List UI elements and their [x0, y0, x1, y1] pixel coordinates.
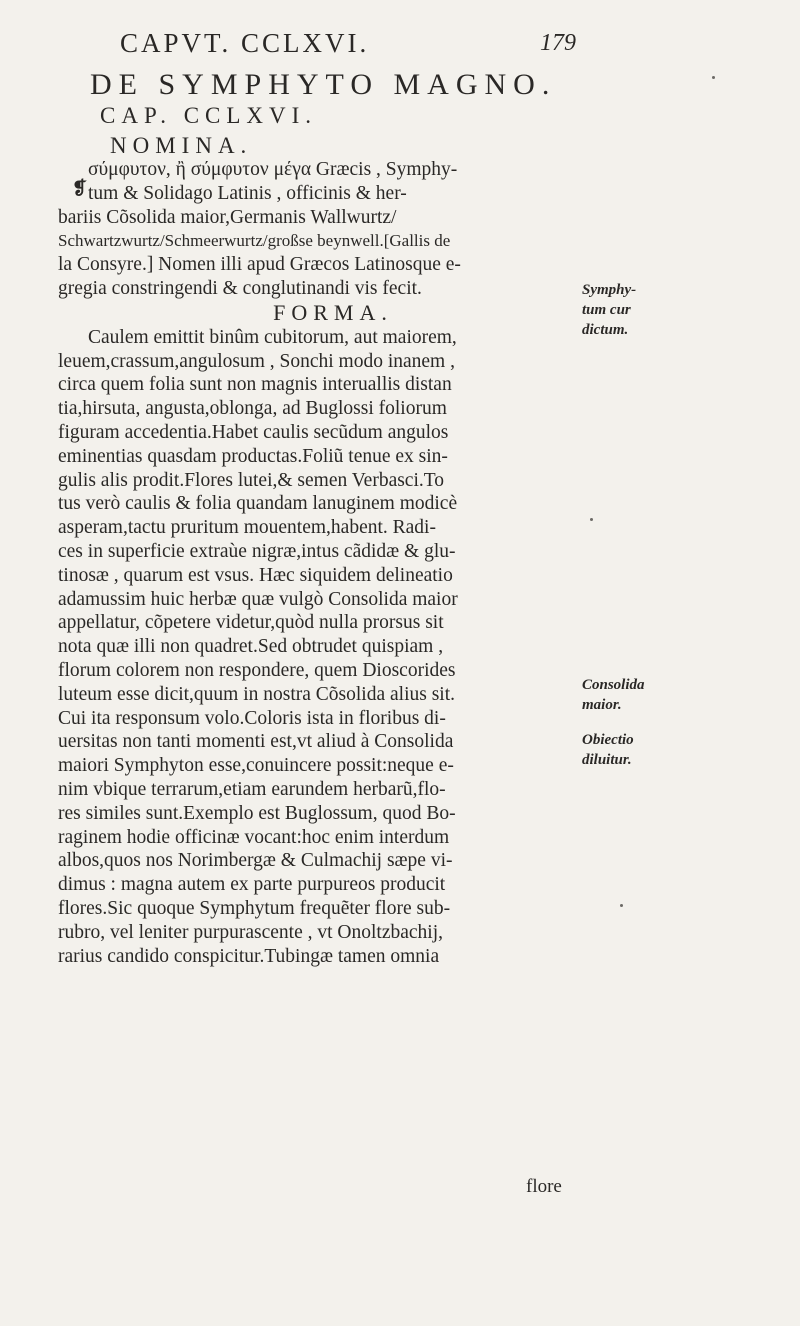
section-heading-forma: FORMA. — [273, 299, 393, 325]
text-line: adamussim huic herbæ quæ vulgò Consolida maior — [58, 588, 458, 610]
pilcrow-icon: ❡ — [72, 178, 88, 198]
text-line: Schwartzwurtz/Schmeerwurtz/großse beynwell.[Gallis de — [58, 231, 451, 251]
text-line: eminentias quasdam productas.Foliũ tenue ex sin- — [58, 445, 448, 467]
marginal-note-symphytum — [582, 280, 692, 340]
text-line: nim vbique terrarum,etiam earundem herbarũ,flo- — [58, 778, 446, 800]
marginal-note-obiectio — [582, 730, 692, 770]
chapter-number: CAP. CCLXVI. — [100, 103, 318, 128]
text-line: maiori Symphyton esse,conuincere possit:neque e- — [58, 755, 454, 777]
text-line: raginem hodie officinæ vocant:hoc enim interdum — [58, 826, 450, 848]
marginal-line: Symphy- — [582, 282, 637, 298]
text-line: dimus : magna autem ex parte purpureos producit — [58, 874, 446, 896]
paper-speck — [712, 76, 715, 79]
text-line: tum & Solidago Latinis , officinis & her- — [88, 182, 407, 204]
text-line: flores.Sic quoque Symphytum frequẽter flore sub- — [58, 897, 451, 919]
marginal-note-consolida — [582, 675, 692, 715]
text-line: Caulem emittit binûm cubitorum, aut maiorem, — [88, 326, 457, 348]
text-line: asperam,tactu pruritum mouentem,habent. Radi- — [58, 517, 436, 539]
chapter-title: DE SYMPHYTO MAGNO. — [90, 68, 557, 101]
text-line: nota quæ illi non quadret.Sed obtrudet quispiam , — [58, 636, 444, 658]
text-line: rarius candido conspicitur.Tubingæ tamen omnia — [58, 945, 440, 967]
marginal-line: dictum. — [582, 322, 629, 338]
text-line: luteum esse dicit,quum in nostra Cõsolida alius sit. — [58, 683, 456, 705]
marginal-line: tum cur — [582, 302, 631, 318]
section-heading-nomina: NOMINA. — [110, 133, 253, 158]
text-line: bariis Cõsolida maior,Germanis Wallwurtz/ — [58, 206, 397, 228]
text-line: leuem,crassum,angulosum , Sonchi modo inanem , — [58, 350, 455, 372]
text-line: rubro, vel leniter purpurascente , vt Onoltzbachij, — [58, 921, 443, 943]
catchword: flore — [526, 1176, 562, 1197]
marginal-line: diluitur. — [582, 752, 632, 768]
text-line: σύμφυτον, ἢ σύμφυτον μέγα Græcis , Symphy- — [88, 159, 458, 180]
text-line: res similes sunt.Exemplo est Buglossum, quod Bo- — [58, 802, 456, 824]
text-line: tinosæ , quarum est vsus. Hæc siquidem delineatio — [58, 564, 453, 586]
text-line: ces in superficie extraùe nigræ,intus cãdidæ & glu- — [58, 540, 456, 562]
text-line: tus verò caulis & folia quandam lanuginem modicè — [58, 493, 458, 515]
text-line: florum colorem non respondere, quem Dioscorides — [58, 659, 456, 681]
marginal-line: Consolida — [582, 677, 645, 693]
marginal-line: Obiectio — [582, 732, 634, 748]
text-line: Cui ita responsum volo.Coloris ista in floribus di- — [58, 707, 446, 729]
text-line: gulis alis prodit.Flores lutei,& semen Verbasci.To — [58, 469, 445, 491]
paper-speck — [620, 904, 623, 907]
page-number: 179 — [540, 30, 576, 56]
text-line: uersitas non tanti momenti est,vt aliud à Consolida — [58, 731, 454, 753]
text-line: albos,quos nos Norimbergæ & Culmachij sæpe vi- — [58, 850, 453, 872]
text-line: la Consyre.] Nomen illi apud Græcos Latinosque e- — [58, 254, 461, 276]
nomina-paragraph — [58, 158, 568, 968]
text-line: appellatur, cõpetere videtur,quòd nulla prorsus sit — [58, 612, 444, 634]
text-line: circa quem folia sunt non magnis interuallis distan — [58, 374, 452, 396]
marginal-line: maior. — [582, 697, 622, 713]
text-line: tia,hirsuta, angusta,oblonga, ad Buglossi foliorum — [58, 398, 447, 420]
paper-speck — [590, 518, 593, 521]
running-head: CAPVT. CCLXVI. — [120, 28, 370, 58]
text-line: figuram accedentia.Habet caulis secũdum angulos — [58, 421, 449, 443]
text-line: gregia constringendi & conglutinandi vis fecit. — [58, 277, 422, 299]
